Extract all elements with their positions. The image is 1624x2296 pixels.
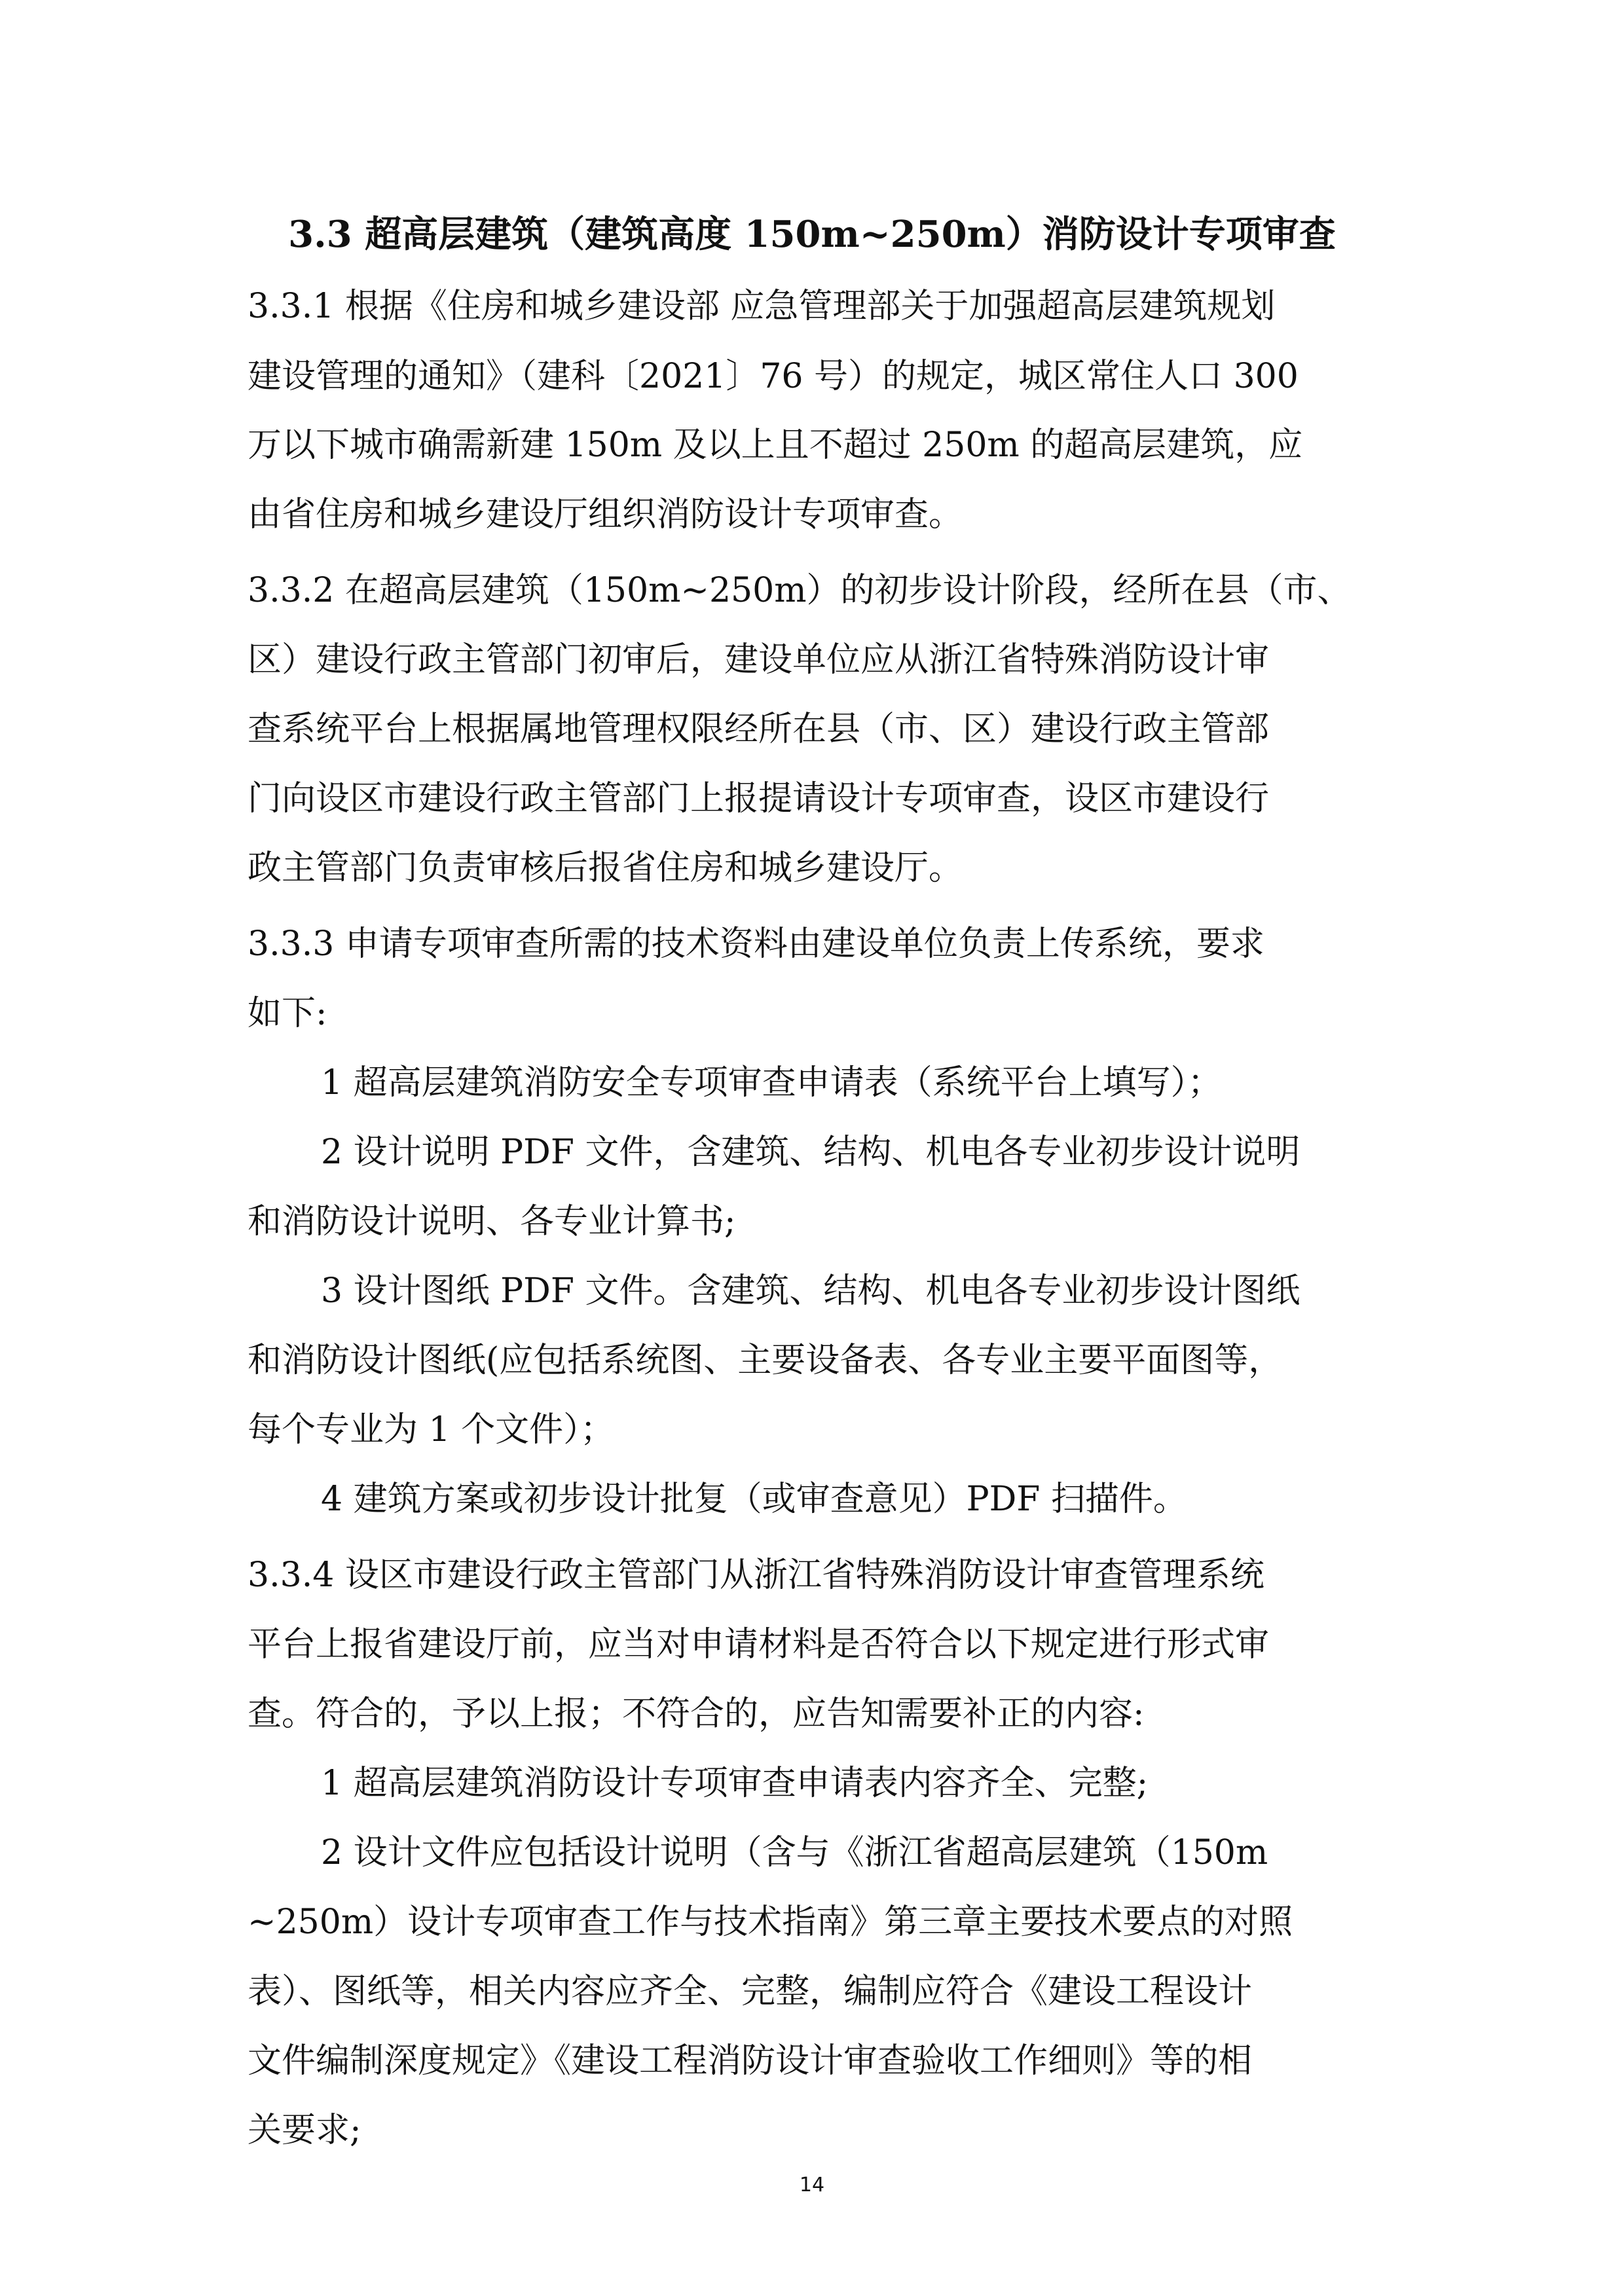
text-line: 每个专业为 1 个文件）； [248, 1410, 615, 1449]
text-line: 门向设区市建设行政主管部门上报提请设计专项审查，设区市建设行 [248, 779, 1270, 818]
text-line: 和消防设计说明、各专业计算书; [248, 1202, 736, 1241]
list-item: 3 设计图纸 PDF 文件。含建筑、结构、机电各专业初步设计图纸 [321, 1271, 1301, 1311]
text-line: 平台上报省建设厅前，应当对申请材料是否符合以下规定进行形式审 [248, 1625, 1270, 1664]
text-line: 查。符合的，予以上报；不符合的，应告知需要补正的内容: [248, 1694, 1145, 1734]
text-line: 3.3.2 在超高层建筑（150m~250m）的初步设计阶段，经所在县（市、 [248, 571, 1352, 610]
list-item: 2 设计文件应包括设计说明（含与《浙江省超高层建筑（150m [321, 1833, 1268, 1872]
text-line: 如下: [248, 994, 327, 1033]
text-line: 万以下城市确需新建 150m 及以上且不超过 250m 的超高层建筑，应 [248, 426, 1303, 465]
text-line: 区）建设行政主管部门初审后，建设单位应从浙江省特殊消防设计审 [248, 640, 1270, 680]
text-line: 3.3.3 申请专项审查所需的技术资料由建设单位负责上传系统，要求 [248, 924, 1264, 964]
text-line: 表）、图纸等，相关内容应齐全、完整，编制应符合《建设工程设计 [248, 1972, 1253, 2011]
list-item: 4 建筑方案或初步设计批复（或审查意见）PDF 扫描件。 [321, 1480, 1187, 1519]
list-item: 1 超高层建筑消防安全专项审查申请表（系统平台上填写）； [321, 1063, 1222, 1102]
text-line: 由省住房和城乡建设厅组织消防设计专项审查。 [248, 495, 963, 534]
text-line: 政主管部门负责审核后报省住房和城乡建设厅。 [248, 848, 963, 888]
text-line: 3.3.4 设区市建设行政主管部门从浙江省特殊消防设计审查管理系统 [248, 1556, 1264, 1595]
text-line: ~250m）设计专项审查工作与技术指南》第三章主要技术要点的对照 [248, 1903, 1293, 1942]
section-title: 3.3 超高层建筑（建筑高度 150m~250m）消防设计专项审查 [288, 213, 1336, 256]
text-line: 和消防设计图纸(应包括系统图、主要设备表、各专业主要平面图等， [248, 1341, 1283, 1380]
text-line: 3.3.1 根据《住房和城乡建设部 应急管理部关于加强超高层建筑规划 [248, 287, 1276, 326]
list-item: 1 超高层建筑消防设计专项审查申请表内容齐全、完整; [321, 1764, 1149, 1803]
text-line: 关要求; [248, 2111, 361, 2150]
text-line: 建设管理的通知》（建科〔2021〕76 号）的规定，城区常住人口 300 [248, 357, 1299, 396]
text-line: 查系统平台上根据属地管理权限经所在县（市、区）建设行政主管部 [248, 710, 1270, 749]
text-line: 文件编制深度规定》《建设工程消防设计审查验收工作细则》等的相 [248, 2041, 1253, 2081]
list-item: 2 设计说明 PDF 文件，含建筑、结构、机电各专业初步设计说明 [321, 1133, 1301, 1172]
page-number: 14 [799, 2174, 825, 2196]
